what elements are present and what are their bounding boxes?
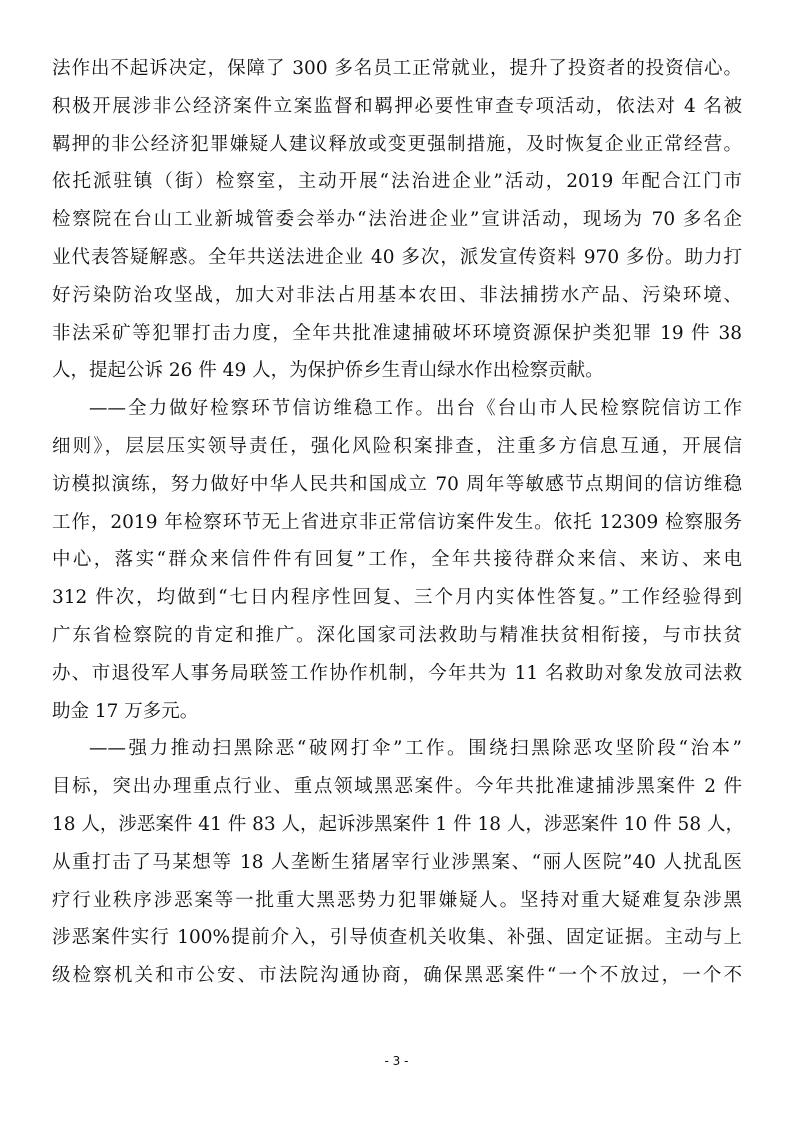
body-text	[52, 50, 742, 995]
page-number: - 3 -	[384, 1054, 409, 1068]
text-line: 助金 17 万多元。	[52, 700, 199, 722]
text-line: 从重打击了马某想等 18 人垄断生猪屠宰行业涉黑案、“丽人医院”40 人扰乱医	[52, 851, 742, 873]
text-line: 级检察机关和市公安、市法院沟通协商，确保黑恶案件“一个不放过，一个不	[52, 965, 742, 987]
text-line: 中心，落实“群众来信件件有回复”工作，全年共接待群众来信、来访、来电	[52, 549, 742, 571]
text-line: 18 人，涉恶案件 41 件 83 人，起诉涉黑案件 1 件 18 人，涉恶案件 10 件 58 人，	[52, 813, 744, 835]
text-line: 非法采矿等犯罪打击力度，全年共批准逮捕破坏环境资源保护类犯罪 19 件 38	[52, 322, 742, 344]
text-line: 涉恶案件实行 100%提前介入，引导侦查机关收集、补强、固定证据。主动与上	[52, 927, 742, 949]
text-line: 检察院在台山工业新城管委会举办“法治进企业”宣讲活动，现场为 70 多名企	[52, 209, 742, 231]
text-line: 法作出不起诉决定，保障了 300 多名员工正常就业，提升了投资者的投资信心。	[52, 58, 742, 79]
text-line: 业代表答疑解惑。全年共送法进企业 40 多次，派发宣传资料 970 多份。助力打	[52, 246, 742, 268]
text-line: 积极开展涉非公经济案件立案监督和羁押必要性审查专项活动，依法对 4 名被	[52, 95, 742, 117]
text-line: 好污染防治攻坚战，加大对非法占用基本农田、非法捕捞水产品、污染环境、	[52, 284, 742, 306]
text-line: 羁押的非公经济犯罪嫌疑人建议释放或变更强制措施，及时恢复企业正常经营。	[52, 133, 742, 155]
text-line: 广东省检察院的肯定和推广。深化国家司法救助与精准扶贫相衔接，与市扶贫	[52, 624, 742, 646]
text-line: 312 件次，均做到“七日内程序性回复、三个月内实体性答复。”工作经验得到	[52, 587, 742, 609]
text-line: 细则》，层层压实领导责任，强化风险积案排查，注重多方信息互通，开展信	[52, 435, 742, 457]
section-heading-line: ——全力做好检察环节信访维稳工作。出台《台山市人民检察院信访工作	[89, 398, 742, 420]
text-line: 依托派驻镇（街）检察室，主动开展“法治进企业”活动，2019 年配合江门市	[52, 171, 742, 193]
text-line: 工作，2019 年检察环节无上省进京非正常信访案件发生。依托 12309 检察服务	[52, 511, 742, 533]
section-heading-line: ——强力推动扫黑除恶“破网打伞”工作。围绕扫黑除恶攻坚阶段“治本”	[89, 738, 742, 760]
text-line: 疗行业秩序涉恶案等一批重大黑恶势力犯罪嫌疑人。坚持对重大疑难复杂涉黑	[52, 889, 742, 911]
text-line: 访模拟演练，努力做好中华人民共和国成立 70 周年等敏感节点期间的信访维稳	[52, 473, 742, 495]
text-line: 人，提起公诉 26 件 49 人，为保护侨乡生青山绿水作出检察贡献。	[52, 360, 604, 382]
text-line: 目标，突出办理重点行业、重点领域黑恶案件。今年共批准逮捕涉黑案件 2 件	[52, 776, 742, 798]
text-line: 办、市退役军人事务局联签工作协作机制，今年共为 11 名救助对象发放司法救	[52, 662, 742, 684]
